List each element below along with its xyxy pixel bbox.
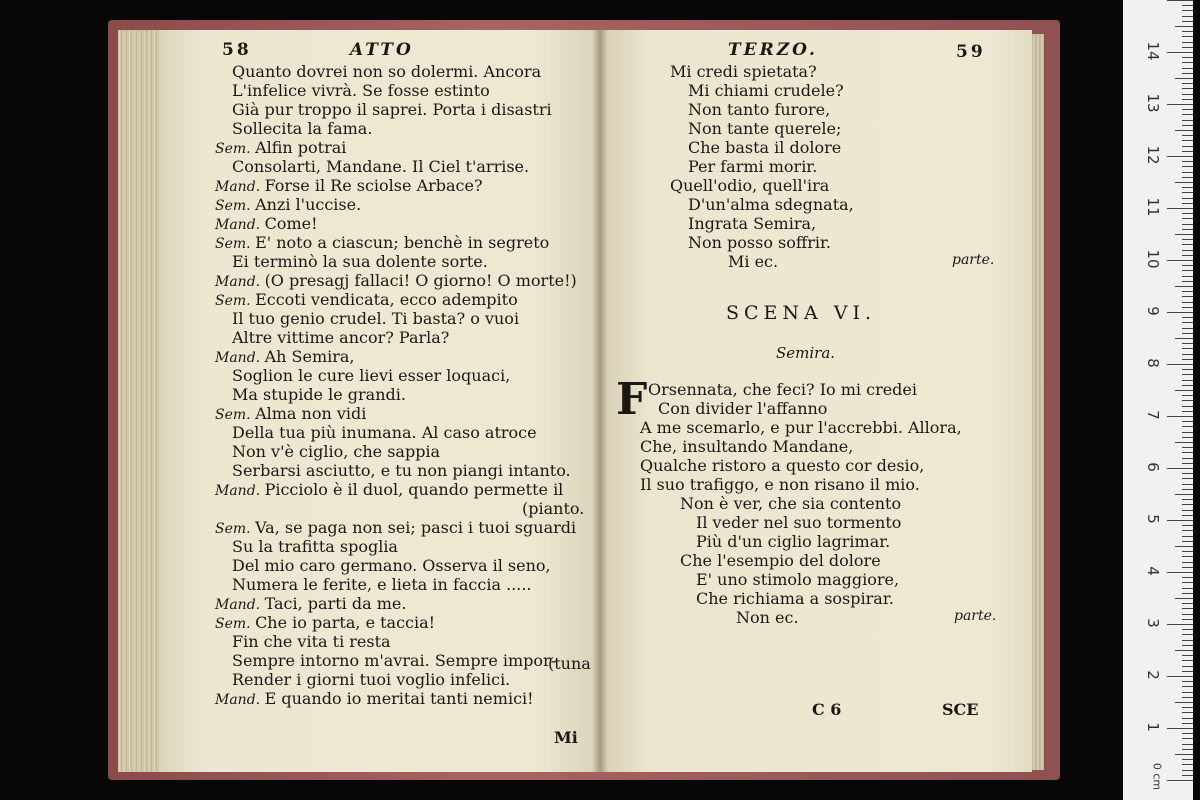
ruler-tick — [1175, 494, 1193, 495]
ruler-tick — [1167, 728, 1193, 729]
text-line — [215, 176, 483, 197]
ruler-tick — [1175, 234, 1193, 235]
aria-line: Non tante querele; — [688, 119, 842, 138]
monologue-line: Con divider l'affanno — [658, 399, 828, 418]
ruler-tick — [1182, 634, 1193, 635]
speaker-name: Mand. — [215, 274, 265, 290]
ruler-tick — [1182, 577, 1193, 578]
catchword-left: Mi — [554, 728, 578, 747]
monologue-line: Non è ver, che sia contento — [680, 494, 902, 513]
text-line — [215, 689, 534, 710]
aria-line: Mi credi spietata? — [670, 62, 817, 81]
ruler-tick — [1182, 166, 1193, 167]
page-edges-right — [1030, 34, 1044, 770]
ruler-tick — [1182, 603, 1193, 604]
ruler-tick — [1182, 88, 1193, 89]
ruler-tick — [1182, 707, 1193, 708]
line-text: (pianto. — [522, 499, 585, 518]
line-text: Non v'è ciglio, che sappia — [232, 442, 441, 461]
ruler-tick — [1182, 629, 1193, 630]
ruler-tick — [1182, 359, 1193, 360]
text-line — [215, 480, 563, 501]
ruler-label: 1 — [1144, 722, 1162, 732]
ruler-tick — [1182, 255, 1193, 256]
ruler-label: 4 — [1144, 566, 1162, 576]
line-text: Fin che vita ti resta — [232, 632, 391, 651]
ruler-label: 10 — [1144, 249, 1162, 269]
ruler-tick — [1182, 135, 1193, 136]
ruler-tick — [1182, 374, 1193, 375]
ruler-tick — [1167, 572, 1193, 573]
text-line — [232, 537, 398, 556]
ruler-label: 5 — [1144, 514, 1162, 524]
text-line — [215, 214, 318, 235]
ruler-tick — [1182, 192, 1193, 193]
ruler-tick — [1182, 660, 1193, 661]
ruler-tick — [1182, 229, 1193, 230]
ruler-tick — [1175, 78, 1193, 79]
ruler-tick — [1182, 151, 1193, 152]
ruler-tick — [1175, 26, 1193, 27]
text-line — [215, 404, 366, 425]
text-line — [232, 328, 449, 347]
ruler-tick — [1182, 510, 1193, 511]
ruler-tick — [1182, 322, 1193, 323]
ruler-tick — [1182, 697, 1193, 698]
text-line — [232, 366, 510, 385]
ruler-tick — [1182, 640, 1193, 641]
ruler-tick — [1182, 447, 1193, 448]
speaker-name: Sem. — [215, 236, 256, 252]
aria-line: Mi chiami crudele? — [688, 81, 844, 100]
aria-line: Ingrata Semira, — [688, 214, 817, 233]
ruler-tick — [1182, 744, 1193, 745]
speaker-name: Sem. — [215, 407, 256, 423]
ruler-label: 14 — [1144, 41, 1162, 61]
ruler-tick — [1182, 432, 1193, 433]
book-gutter — [592, 30, 608, 772]
ruler-tick — [1182, 551, 1193, 552]
monologue-line: Che l'esempio del dolore — [680, 551, 881, 570]
measurement-ruler — [1123, 0, 1193, 800]
ruler-tick — [1182, 172, 1193, 173]
line-text: Serbarsi asciutto, e tu non piangi intanto. — [232, 461, 571, 480]
ruler-tick — [1182, 515, 1193, 516]
line-text: Su la trafitta spoglia — [232, 537, 398, 556]
line-text: Alfin potrai — [255, 138, 347, 157]
monologue-line: Che, insultando Mandane, — [640, 437, 854, 456]
running-head-right: TERZO. — [728, 40, 818, 60]
side-note: (tuna — [548, 654, 591, 673]
line-text: Già pur troppo il saprei. Porta i disastri — [232, 100, 552, 119]
ruler-label: 0 cm — [1150, 762, 1164, 791]
ruler-tick — [1182, 733, 1193, 734]
ruler-tick — [1182, 458, 1193, 459]
line-text: Il tuo genio crudel. Ti basta? o vuoi — [232, 309, 520, 328]
ruler-tick — [1182, 239, 1193, 240]
ruler-tick — [1167, 104, 1193, 105]
ruler-tick — [1182, 692, 1193, 693]
ruler-tick — [1182, 203, 1193, 204]
text-line — [232, 81, 490, 100]
ruler-tick — [1182, 62, 1193, 63]
ruler-tick — [1182, 764, 1193, 765]
line-text: Picciolo è il duol, quando permette il — [264, 480, 564, 499]
ruler-tick — [1182, 250, 1193, 251]
ruler-tick — [1167, 208, 1193, 209]
text-line — [232, 442, 440, 461]
ruler-tick — [1175, 442, 1193, 443]
text-line — [232, 252, 488, 271]
exit-direction-1: parte. — [952, 252, 995, 268]
ruler-tick — [1167, 416, 1193, 417]
ruler-tick — [1182, 187, 1193, 188]
ruler-tick — [1167, 0, 1193, 1]
ruler-tick — [1182, 406, 1193, 407]
ruler-tick — [1182, 588, 1193, 589]
ruler-tick — [1182, 484, 1193, 485]
ruler-tick — [1182, 489, 1193, 490]
ruler-tick — [1175, 598, 1193, 599]
text-line — [232, 632, 391, 651]
ruler-tick — [1167, 52, 1193, 53]
ruler-tick — [1167, 780, 1193, 781]
text-line — [232, 62, 541, 81]
page-number-left: 58 — [222, 40, 252, 60]
running-head-left: ATTO — [350, 40, 414, 60]
ruler-tick — [1182, 536, 1193, 537]
text-line — [215, 271, 577, 292]
ruler-label: 2 — [1144, 670, 1162, 680]
catchword-right: SCE — [942, 700, 979, 719]
ruler-tick — [1182, 140, 1193, 141]
text-line — [215, 233, 549, 254]
ruler-tick — [1182, 244, 1193, 245]
ruler-tick — [1182, 525, 1193, 526]
ruler-tick — [1182, 10, 1193, 11]
ruler-tick — [1167, 676, 1193, 677]
text-line — [232, 309, 519, 328]
ruler-tick — [1182, 738, 1193, 739]
ruler-tick — [1167, 624, 1193, 625]
text-line — [522, 499, 584, 518]
ruler-tick — [1182, 582, 1193, 583]
ruler-tick — [1182, 770, 1193, 771]
ruler-tick — [1182, 161, 1193, 162]
ruler-tick — [1182, 369, 1193, 370]
ruler-tick — [1182, 348, 1193, 349]
line-text: Consolarti, Mandane. Il Ciel t'arrise. — [232, 157, 530, 176]
ruler-tick — [1182, 452, 1193, 453]
ruler-tick — [1182, 291, 1193, 292]
ruler-tick — [1182, 73, 1193, 74]
line-text: Eccoti vendicata, ecco adempito — [255, 290, 518, 309]
ruler-tick — [1175, 390, 1193, 391]
ruler-tick — [1182, 276, 1193, 277]
ruler-tick — [1182, 281, 1193, 282]
ruler-tick — [1182, 712, 1193, 713]
aria-line: Quell'odio, quell'ira — [670, 176, 830, 195]
monologue-line: Che richiama a sospirar. — [696, 589, 894, 608]
ruler-tick — [1182, 608, 1193, 609]
monologue-line: Più d'un ciglio lagrimar. — [696, 532, 891, 551]
page-number-right: 59 — [956, 42, 986, 62]
ruler-tick — [1182, 307, 1193, 308]
scene-character: Semira. — [776, 344, 836, 362]
ruler-tick — [1182, 21, 1193, 22]
aria-line: Mi ec. — [728, 252, 779, 271]
text-line — [232, 651, 556, 670]
ruler-tick — [1182, 120, 1193, 121]
ruler-tick — [1182, 213, 1193, 214]
ruler-tick — [1182, 619, 1193, 620]
ruler-tick — [1182, 723, 1193, 724]
monologue-line: Orsennata, che feci? Io mi credei — [648, 380, 918, 399]
ruler-tick — [1182, 681, 1193, 682]
ruler-tick — [1175, 702, 1193, 703]
line-text: Soglion le cure lievi esser loquaci, — [232, 366, 511, 385]
speaker-name: Sem. — [215, 293, 256, 309]
ruler-tick — [1182, 749, 1193, 750]
left-page — [160, 30, 600, 772]
text-line — [232, 385, 406, 404]
text-line — [232, 670, 510, 689]
ruler-tick — [1182, 177, 1193, 178]
ruler-label: 7 — [1144, 410, 1162, 420]
ruler-tick — [1167, 156, 1193, 157]
ruler-tick — [1182, 146, 1193, 147]
ruler-tick — [1182, 614, 1193, 615]
ruler-label: 6 — [1144, 462, 1162, 472]
text-line — [232, 556, 551, 575]
text-line — [232, 575, 532, 594]
speaker-name: Mand. — [215, 350, 265, 366]
ruler-tick — [1182, 499, 1193, 500]
ruler-tick — [1182, 671, 1193, 672]
ruler-tick — [1182, 556, 1193, 557]
ruler-tick — [1182, 317, 1193, 318]
text-line — [215, 594, 406, 615]
ruler-tick — [1182, 426, 1193, 427]
speaker-name: Mand. — [215, 179, 265, 195]
ruler-tick — [1182, 666, 1193, 667]
line-text: Anzi l'uccise. — [255, 195, 362, 214]
right-page — [600, 30, 1032, 772]
text-line — [215, 518, 576, 539]
ruler-tick — [1182, 437, 1193, 438]
aria-line: D'un'alma sdegnata, — [688, 195, 854, 214]
ruler-label: 9 — [1144, 306, 1162, 316]
ruler-tick — [1182, 593, 1193, 594]
line-text: Ma stupide le grandi. — [232, 385, 406, 404]
speaker-name: Mand. — [215, 692, 265, 708]
speaker-name: Sem. — [215, 521, 256, 537]
ruler-tick — [1182, 5, 1193, 6]
line-text: Che io parta, e taccia! — [255, 613, 436, 632]
ruler-tick — [1182, 478, 1193, 479]
speaker-name: Mand. — [215, 217, 265, 233]
line-text: Altre vittime ancor? Parla? — [232, 328, 450, 347]
line-text: Sollecita la fama. — [232, 119, 373, 138]
ruler-tick — [1182, 36, 1193, 37]
line-text: Numera le ferite, e lieta in faccia ..... — [232, 575, 532, 594]
monologue-line: E' uno stimolo maggiore, — [696, 570, 900, 589]
ruler-tick — [1175, 338, 1193, 339]
aria-line: Non posso soffrir. — [688, 233, 831, 252]
text-line — [232, 157, 529, 176]
ruler-tick — [1182, 655, 1193, 656]
ruler-tick — [1175, 546, 1193, 547]
aria-line: Per farmi morir. — [688, 157, 818, 176]
line-text: L'infelice vivrà. Se fosse estinto — [232, 81, 490, 100]
line-text: Ei terminò la sua dolente sorte. — [232, 252, 488, 271]
line-text: Alma non vidi — [255, 404, 367, 423]
ruler-tick — [1182, 57, 1193, 58]
line-text: Del mio caro germano. Osserva il seno, — [232, 556, 551, 575]
aria-line: Che basta il dolore — [688, 138, 842, 157]
ruler-tick — [1182, 114, 1193, 115]
ruler-tick — [1182, 354, 1193, 355]
ruler-label: 13 — [1144, 93, 1162, 113]
ruler-tick — [1182, 302, 1193, 303]
ruler-tick — [1182, 83, 1193, 84]
ruler-tick — [1175, 286, 1193, 287]
ruler-tick — [1175, 650, 1193, 651]
ruler-label: 11 — [1144, 197, 1162, 217]
text-line — [232, 119, 372, 138]
ruler-tick — [1175, 754, 1193, 755]
ruler-tick — [1182, 759, 1193, 760]
ruler-tick — [1182, 42, 1193, 43]
ruler-tick — [1182, 270, 1193, 271]
ruler-tick — [1182, 333, 1193, 334]
text-line — [215, 613, 435, 634]
line-text: Della tua più inumana. Al caso atroce — [232, 423, 537, 442]
text-line — [232, 461, 571, 480]
ruler-tick — [1182, 473, 1193, 474]
text-line — [215, 138, 346, 159]
line-text: (O presagj fallaci! O giorno! O morte!) — [264, 271, 577, 290]
line-text: Render i giorni tuoi voglio infelici. — [232, 670, 511, 689]
ruler-tick — [1182, 296, 1193, 297]
ruler-tick — [1182, 718, 1193, 719]
text-line — [232, 100, 552, 119]
line-text: E quando io meritai tanti nemici! — [264, 689, 534, 708]
ruler-tick — [1182, 343, 1193, 344]
ruler-tick — [1182, 686, 1193, 687]
ruler-label: 3 — [1144, 618, 1162, 628]
ruler-tick — [1182, 541, 1193, 542]
speaker-name: Sem. — [215, 141, 256, 157]
line-text: Forse il Re sciolse Arbace? — [264, 176, 483, 195]
ruler-tick — [1182, 328, 1193, 329]
ruler-tick — [1182, 218, 1193, 219]
ruler-label: 8 — [1144, 358, 1162, 368]
ruler-tick — [1182, 421, 1193, 422]
ruler-tick — [1167, 312, 1193, 313]
ruler-tick — [1175, 130, 1193, 131]
speaker-name: Sem. — [215, 198, 256, 214]
ruler-tick — [1182, 504, 1193, 505]
ruler-tick — [1182, 16, 1193, 17]
line-text: Come! — [264, 214, 318, 233]
ruler-label: 12 — [1144, 145, 1162, 165]
speaker-name: Sem. — [215, 616, 256, 632]
ruler-tick — [1182, 567, 1193, 568]
monologue-line: Non ec. — [736, 608, 799, 627]
ruler-tick — [1182, 400, 1193, 401]
ruler-tick — [1167, 260, 1193, 261]
ruler-tick — [1182, 265, 1193, 266]
signature-mark: C 6 — [812, 700, 842, 719]
ruler-tick — [1182, 380, 1193, 381]
ruler-tick — [1182, 530, 1193, 531]
aria-line: Non tanto furore, — [688, 100, 831, 119]
speaker-name: Mand. — [215, 483, 265, 499]
monologue-line: Il veder nel suo tormento — [696, 513, 902, 532]
ruler-tick — [1182, 775, 1193, 776]
ruler-tick — [1182, 31, 1193, 32]
monologue-line: Qualche ristoro a questo cor desio, — [640, 456, 925, 475]
text-line — [215, 347, 355, 368]
ruler-tick — [1182, 94, 1193, 95]
ruler-tick — [1182, 99, 1193, 100]
text-line — [232, 423, 537, 442]
ruler-tick — [1167, 364, 1193, 365]
ruler-tick — [1182, 109, 1193, 110]
ruler-tick — [1167, 468, 1193, 469]
line-text: Ah Semira, — [264, 347, 355, 366]
speaker-name: Mand. — [215, 597, 265, 613]
line-text: Va, se paga non sei; pasci i tuoi sguardi — [255, 518, 577, 537]
line-text: E' noto a ciascun; benchè in segreto — [255, 233, 550, 252]
ruler-tick — [1182, 125, 1193, 126]
ruler-tick — [1175, 182, 1193, 183]
text-line — [215, 195, 361, 216]
ruler-tick — [1167, 520, 1193, 521]
ruler-tick — [1182, 198, 1193, 199]
drop-cap: F — [616, 374, 648, 425]
line-text: Taci, parti da me. — [264, 594, 407, 613]
exit-direction-2: parte. — [954, 608, 997, 624]
ruler-tick — [1182, 463, 1193, 464]
line-text: Sempre intorno m'avrai. Sempre impor- — [232, 651, 557, 670]
ruler-tick — [1182, 562, 1193, 563]
ruler-tick — [1182, 411, 1193, 412]
ruler-tick — [1182, 395, 1193, 396]
ruler-tick — [1182, 645, 1193, 646]
text-line — [215, 290, 518, 311]
ruler-tick — [1182, 224, 1193, 225]
scene-title: SCENA VI. — [726, 302, 877, 324]
line-text: Quanto dovrei non so dolermi. Ancora — [232, 62, 542, 81]
monologue-line: A me scemarlo, e pur l'accrebbi. Allora, — [640, 418, 962, 437]
ruler-tick — [1182, 385, 1193, 386]
ruler-tick — [1182, 47, 1193, 48]
monologue-line: Il suo trafiggo, e non risano il mio. — [640, 475, 920, 494]
ruler-tick — [1182, 68, 1193, 69]
